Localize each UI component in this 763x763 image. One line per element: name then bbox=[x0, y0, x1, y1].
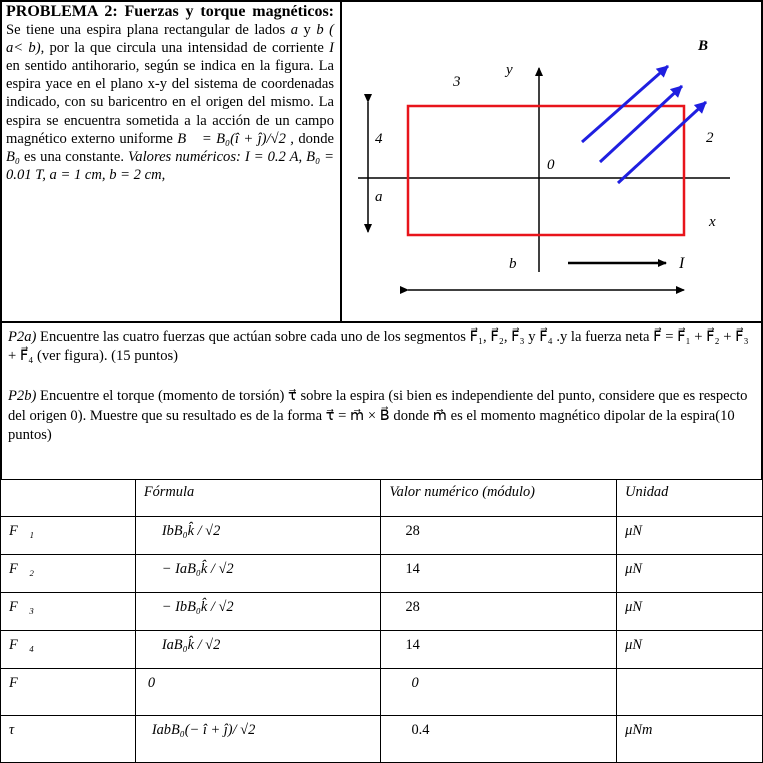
row-unit: μN bbox=[617, 631, 763, 669]
row-symbol: F⃗₃ bbox=[1, 593, 136, 631]
row-unit: μN bbox=[617, 593, 763, 631]
row-value: 28 bbox=[381, 517, 617, 555]
label-field-B: B⃗ bbox=[698, 38, 720, 54]
row-unit: μN bbox=[617, 517, 763, 555]
loop-figure bbox=[342, 2, 761, 321]
row-value: 28 bbox=[381, 593, 617, 631]
row-symbol: F⃗₂ bbox=[1, 555, 136, 593]
header-formula: Fórmula bbox=[135, 480, 381, 517]
row-symbol: τ⃗ bbox=[1, 716, 136, 763]
row-unit bbox=[617, 669, 763, 716]
label-a: a bbox=[375, 189, 383, 205]
table-row bbox=[1, 555, 763, 593]
field-line-3 bbox=[618, 102, 706, 183]
header-symbol bbox=[1, 480, 136, 517]
table-row bbox=[1, 631, 763, 669]
row-value: 0 bbox=[381, 669, 617, 716]
current-loop bbox=[408, 106, 684, 235]
numeric-values: I = 0.2 A, B₀ = 0.01 T, a = 1 cm, b = 2 cm, bbox=[6, 148, 334, 183]
label-segment-3: 3 bbox=[453, 74, 461, 90]
results-table bbox=[0, 479, 763, 763]
table-row bbox=[1, 669, 763, 716]
field-line-1 bbox=[582, 66, 668, 142]
label-b: b bbox=[509, 256, 517, 272]
question-p2b: P2b) Encuentre el torque (momento de torsión) τ⃗ sobre la espira (si bien es independiente del punto, considere que es respecto del origen 0). Muestre que su resultado es de la forma τ⃗ = m⃗ × B⃗ donde m⃗ es el momento magnético dipolar de la espira(10 puntos) bbox=[8, 388, 748, 443]
field-line-2 bbox=[600, 86, 682, 162]
question-p2a: P2a) Encuentre las cuatro fuerzas que actúan sobre cada uno de los segmentos F⃗₁, F⃗₂, F⃗₃ y F⃗₄ .y la fuerza neta F⃗ = F⃗₁ + F⃗₂ + F⃗₃ + F⃗₄ (ver figura). (15 puntos) bbox=[8, 329, 749, 364]
label-origin: 0 bbox=[547, 157, 555, 173]
label-x: x bbox=[709, 214, 716, 230]
table-row bbox=[1, 517, 763, 555]
row-formula: IbB₀k̂ / √2 bbox=[135, 517, 381, 555]
problem-statement: PROBLEMA 2: Fuerzas y torque magnéticos: Se tiene una espira plana rectangular de lados a y b ( a< b), por la que circula una intensidad de corriente I en sentido antihorario, según se indica en la figura. La espira yace en el plano x-y del sistema de coordenadas indicado, con su baricentro en el origen del mismo. La espira se encuentra sometida a la acción de un campo magnético externo uniforme B⃗ = B₀(î + ĵ)/√2 , donde B₀ es una constante. Valores numéricos: I = 0.2 A, B₀ = 0.01 T, a = 1 cm, b = 2 cm, bbox=[6, 3, 335, 183]
row-symbol: F⃗ bbox=[1, 669, 136, 716]
row-symbol: F⃗₄ bbox=[1, 631, 136, 669]
table-header-row bbox=[1, 480, 763, 517]
table-row bbox=[1, 593, 763, 631]
problem-title: PROBLEMA 2: Fuerzas y torque magnéticos: bbox=[6, 3, 334, 20]
label-current-I: I bbox=[679, 255, 685, 272]
row-formula: 0 bbox=[135, 669, 381, 716]
row-value: 0.4 bbox=[381, 716, 617, 763]
table-row bbox=[1, 716, 763, 763]
row-unit: μNm bbox=[617, 716, 763, 763]
row-unit: μN bbox=[617, 555, 763, 593]
label-segment-4: 4 bbox=[375, 131, 383, 147]
field-equation: B⃗ = B₀(î + ĵ)/√2 , bbox=[177, 130, 294, 147]
row-formula: IaB₀k̂ / √2 bbox=[135, 631, 381, 669]
row-formula: − IbB₀k̂ / √2 bbox=[135, 593, 381, 631]
row-formula: − IaB₀k̂ / √2 bbox=[135, 555, 381, 593]
label-segment-2: 2 bbox=[706, 130, 714, 146]
label-y: y bbox=[506, 62, 513, 78]
header-unit: Unidad bbox=[617, 480, 763, 517]
row-formula: IabB₀(− î + ĵ)/ √2 bbox=[135, 716, 381, 763]
row-symbol: F⃗₁ bbox=[1, 517, 136, 555]
row-value: 14 bbox=[381, 631, 617, 669]
header-value: Valor numérico (módulo) bbox=[381, 480, 617, 517]
row-value: 14 bbox=[381, 555, 617, 593]
